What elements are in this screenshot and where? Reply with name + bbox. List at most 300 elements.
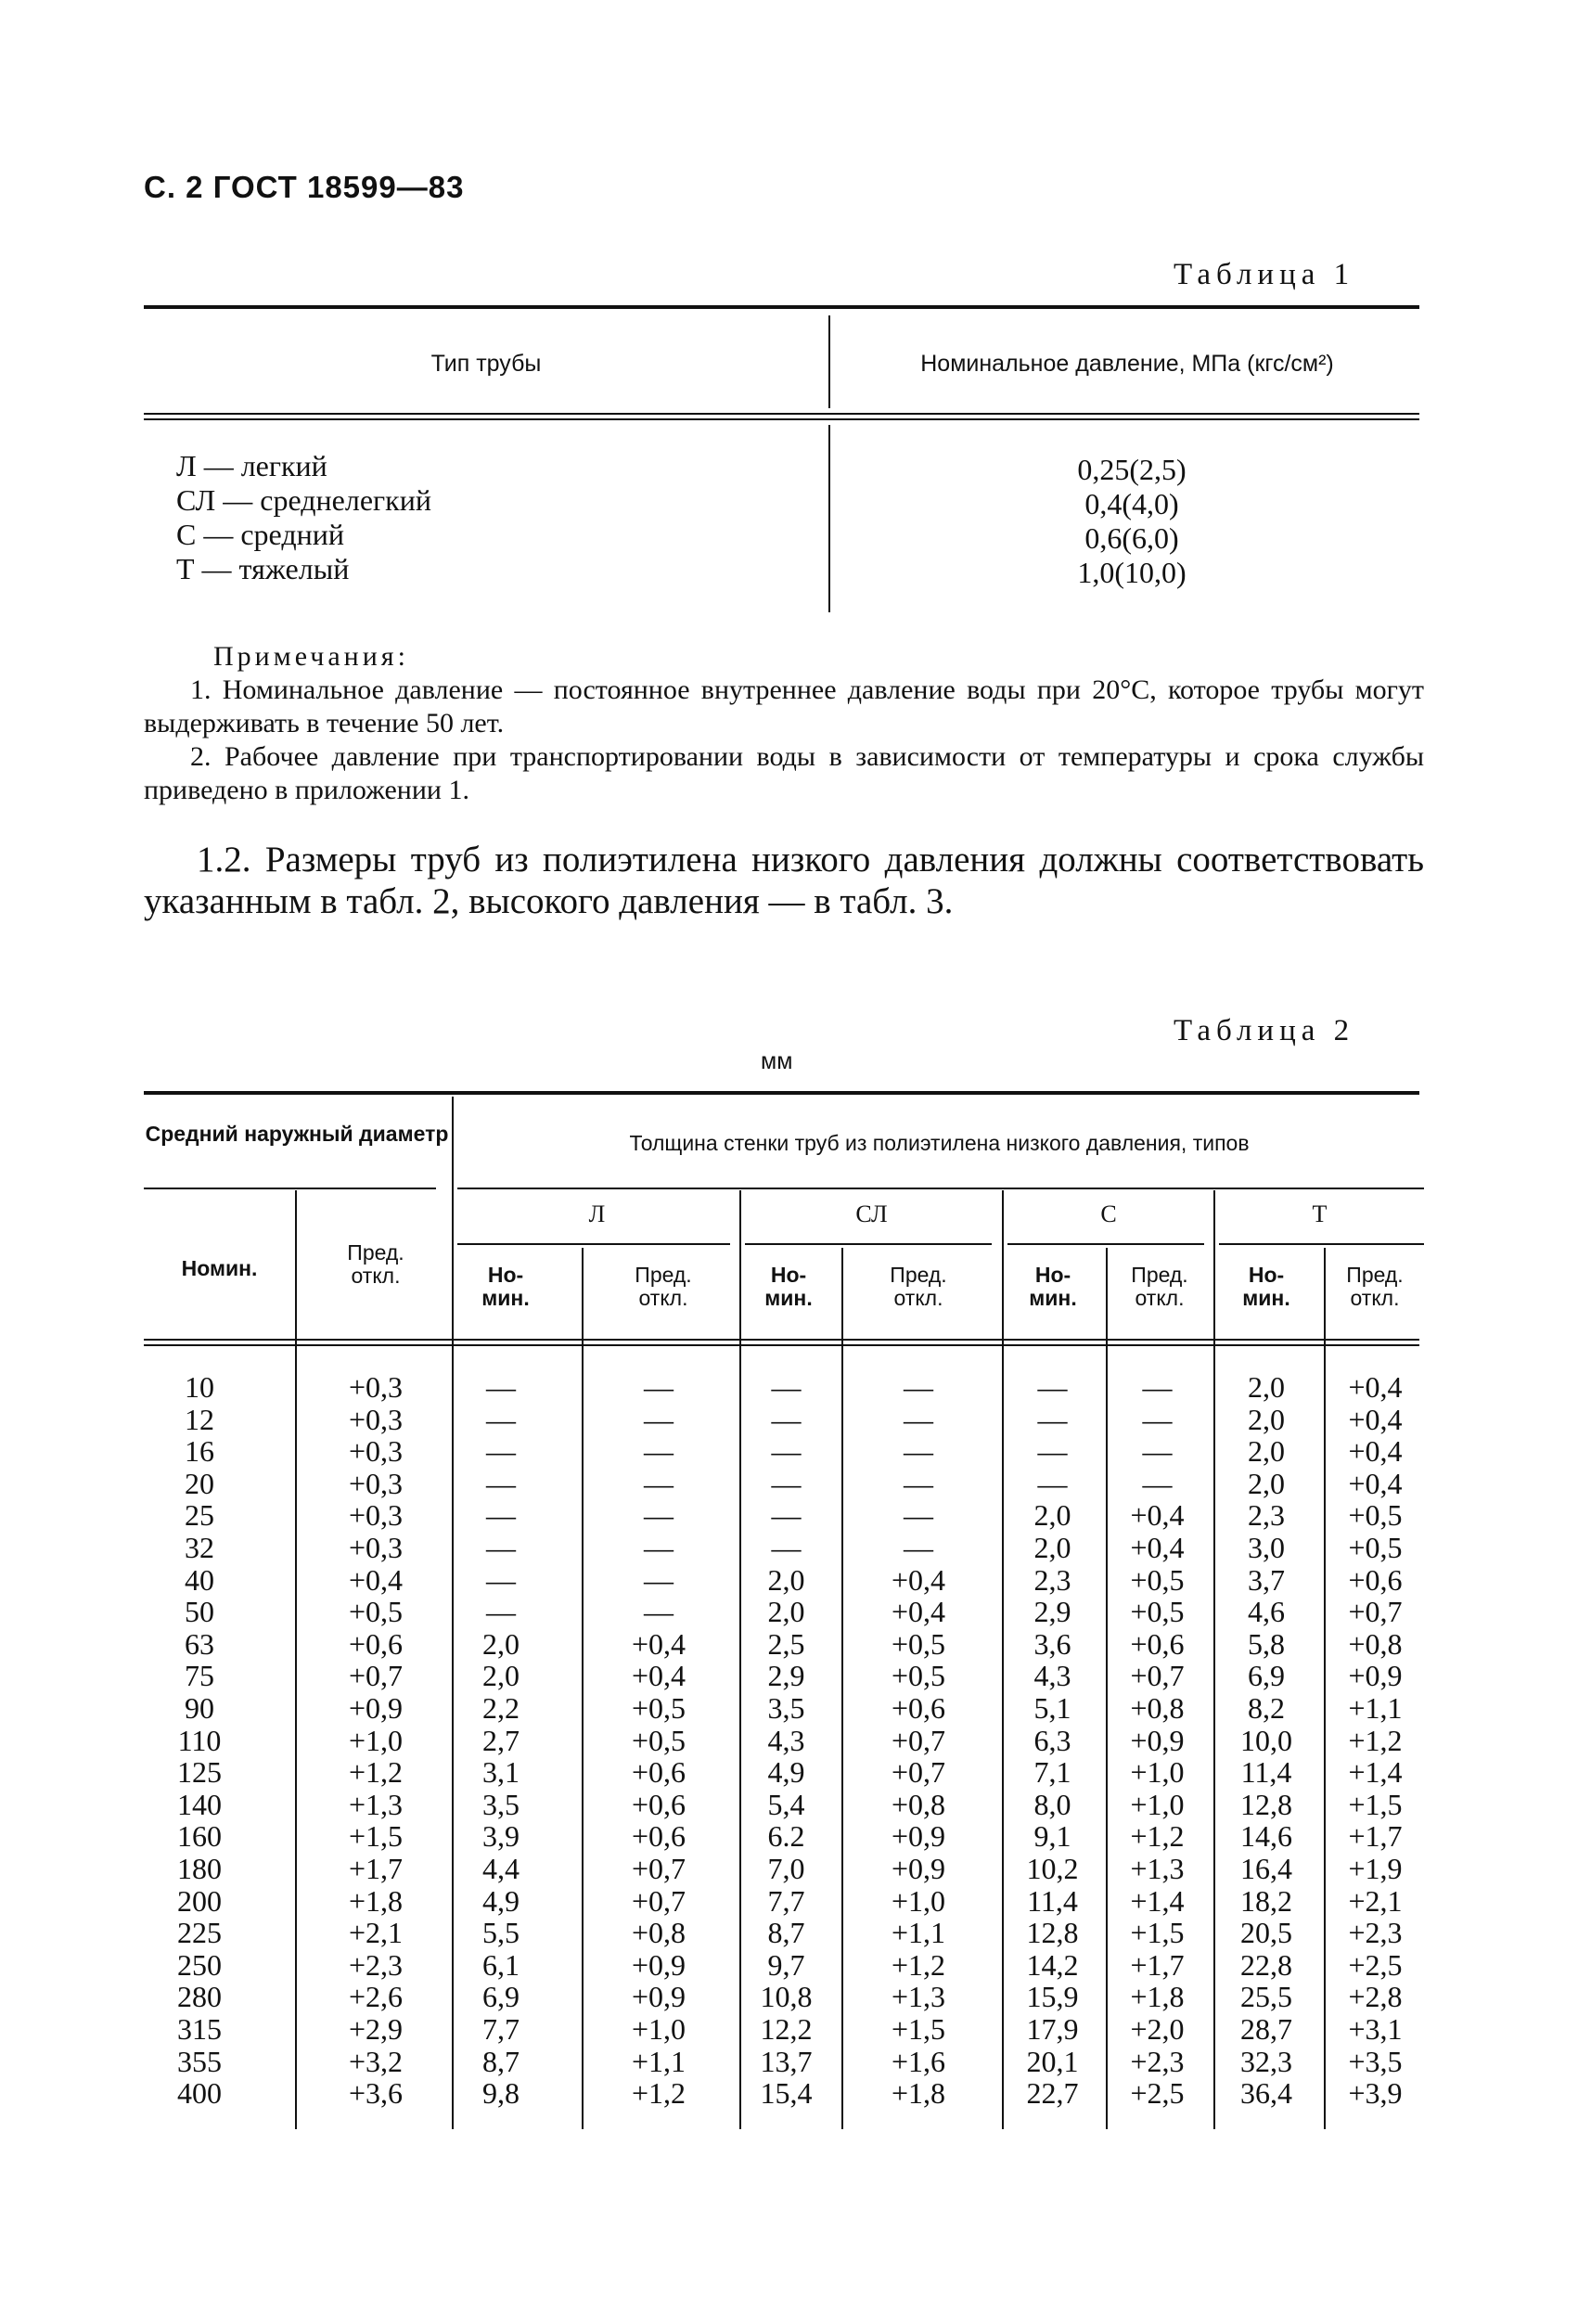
table-cell: — [486, 1531, 516, 1564]
table-row [144, 2077, 1424, 2110]
table-cell: +2,1 [348, 1916, 404, 1950]
table-cell: +1,3 [891, 1980, 946, 2014]
table-cell: +2,6 [348, 1980, 404, 2014]
table1-body-divider [828, 425, 830, 612]
table-cell: — [904, 1402, 933, 1436]
table-cell: 12,8 [1026, 1916, 1079, 1950]
table-cell: +0,6 [891, 1691, 946, 1725]
table-cell: +0,5 [348, 1595, 404, 1629]
table-cell: +1,6 [891, 2044, 946, 2078]
table-cell: 2,0 [767, 1562, 805, 1597]
table-cell: +0,6 [631, 1755, 686, 1790]
note-item: 2. Рабочее давление при транспортировании воды в зависимости от температуры и срока службы приведено в приложении 1. [144, 741, 1424, 805]
table-cell: — [486, 1595, 516, 1629]
paragraph-1-2 [144, 839, 1424, 922]
table-cell: 14,6 [1240, 1819, 1292, 1854]
table-cell: +1,8 [348, 1883, 404, 1918]
table2-subheader-nomin: Но- мин. [764, 1263, 813, 1310]
table-cell: — [771, 1531, 802, 1564]
table-row [144, 1435, 1424, 1468]
table-cell: 2,0 [1248, 1466, 1285, 1500]
table-cell: 25,5 [1240, 1980, 1292, 2014]
table1-pressure-cell: 0,25(2,5) [1077, 453, 1187, 486]
table-cell: 9,8 [482, 2076, 520, 2111]
table-cell: +1,7 [1348, 1819, 1403, 1854]
table-row [144, 1885, 1424, 1918]
table-cell: +1,8 [1130, 1980, 1185, 2014]
table2-subheader-pred: Пред. откл. [635, 1263, 692, 1310]
table-cell: +2,3 [348, 1947, 404, 1982]
table-cell: +0,4 [1130, 1531, 1185, 1564]
note-item: 1. Номинальное давление — постоянное внутреннее давление воды при 20°С, которое трубы могут выдерживать в течение 50 лет. [144, 674, 1424, 738]
table2-header-rule [745, 1243, 992, 1245]
table-row [144, 1532, 1424, 1564]
table1-header-rule-1 [144, 413, 1419, 415]
table2-top-rule [144, 1091, 1419, 1095]
table-cell: +2,9 [348, 2012, 404, 2046]
table-cell: +0,6 [1348, 1562, 1403, 1597]
table-cell: 13,7 [760, 2044, 813, 2078]
table-cell: +1,5 [348, 1819, 404, 1854]
table-cell: +0,4 [631, 1659, 686, 1693]
table-cell: — [1142, 1434, 1173, 1469]
table-cell: 2,0 [767, 1595, 805, 1629]
table-cell: 12,8 [1240, 1787, 1292, 1821]
table-cell: +1,1 [891, 1916, 946, 1950]
table-cell: — [644, 1466, 674, 1500]
table-cell: 315 [177, 2012, 222, 2046]
table-cell: +0,7 [631, 1852, 686, 1885]
table-cell: +1,2 [631, 2076, 686, 2111]
table-cell: +2,8 [1348, 1980, 1403, 2014]
table-cell: 225 [177, 1916, 222, 1950]
table-cell: 2,9 [1033, 1595, 1071, 1629]
table2-header-bottom-rule-1 [144, 1339, 1419, 1341]
table-cell: +0,8 [1130, 1691, 1185, 1725]
table-cell: — [486, 1466, 516, 1500]
table-cell: 2,9 [767, 1659, 805, 1693]
table-cell: +2,3 [1130, 2044, 1185, 2078]
table-cell: +0,4 [891, 1562, 946, 1597]
table1-type-cell: СЛ — среднелегкий [176, 483, 431, 517]
table-cell: 6,9 [1248, 1659, 1285, 1693]
table2-subheader-nomin: Но- мин. [1029, 1263, 1077, 1310]
table-cell: +1,2 [348, 1755, 404, 1790]
table2-subheader-pred: Пред. откл. [890, 1263, 947, 1310]
table-cell: 2,0 [1033, 1498, 1071, 1533]
table-cell: 6,1 [482, 1947, 520, 1982]
table-cell: +2,5 [1130, 2076, 1185, 2111]
table-cell: +0,9 [891, 1852, 946, 1885]
table-cell: +0,5 [1130, 1595, 1185, 1629]
table-cell: — [771, 1498, 802, 1533]
table-cell: 63 [185, 1626, 214, 1661]
table-cell: 4,9 [767, 1755, 805, 1790]
table-cell: +0,4 [1348, 1402, 1403, 1436]
table-cell: — [904, 1531, 933, 1564]
table2-type-label: С [1100, 1201, 1117, 1227]
table-row [144, 1917, 1424, 1949]
table-cell: 8,7 [482, 2044, 520, 2078]
table-cell: +2,5 [1348, 1947, 1403, 1982]
table-cell: +3,9 [1348, 2076, 1403, 2111]
table-cell: 3,6 [1033, 1626, 1071, 1661]
table-row [144, 1499, 1424, 1532]
table-cell: +3,6 [348, 2076, 404, 2111]
table-row [144, 1564, 1424, 1597]
table-cell: 6.2 [767, 1819, 805, 1854]
table-cell: 10 [185, 1370, 214, 1404]
table-cell: — [771, 1402, 802, 1436]
table-cell: 14,2 [1026, 1947, 1079, 1982]
table-cell: +0,4 [1348, 1466, 1403, 1500]
table2-header-pred: Пред. откл. [347, 1240, 404, 1288]
table-cell: 9,1 [1033, 1819, 1071, 1854]
table-cell: 15,9 [1026, 1980, 1079, 2014]
table1-pressure-cell: 0,6(6,0) [1084, 521, 1179, 555]
table-row [144, 1692, 1424, 1725]
table-row [144, 1371, 1424, 1404]
table-cell: +0,8 [631, 1916, 686, 1950]
table-cell: +1,0 [348, 1723, 404, 1757]
table-cell: 180 [177, 1852, 222, 1885]
table-cell: +1,2 [1348, 1723, 1403, 1757]
table-cell: 125 [177, 1755, 222, 1790]
table-cell: 75 [185, 1659, 214, 1693]
table-cell: +1,8 [891, 2076, 946, 2111]
table-cell: +0,9 [1348, 1659, 1403, 1693]
table-cell: 5,5 [482, 1916, 520, 1950]
table-cell: +0,3 [348, 1498, 404, 1533]
table-cell: — [486, 1498, 516, 1533]
table-cell: — [486, 1434, 516, 1469]
table-cell: +0,5 [1348, 1531, 1403, 1564]
table-cell: +2,1 [1348, 1883, 1403, 1918]
table-cell: +0,7 [891, 1755, 946, 1790]
table-cell: 5,1 [1033, 1691, 1071, 1725]
table-cell: 9,7 [767, 1947, 805, 1982]
table-cell: — [644, 1562, 674, 1597]
table-cell: +1,0 [1130, 1787, 1185, 1821]
table-cell: 12,2 [760, 2012, 813, 2046]
table-row [144, 1756, 1424, 1789]
table-cell: 32,3 [1240, 2044, 1292, 2078]
table-cell: 7,1 [1033, 1755, 1071, 1790]
table-cell: — [904, 1498, 933, 1533]
table-cell: 4,3 [1033, 1659, 1071, 1693]
table-cell: 17,9 [1026, 2012, 1079, 2046]
table-cell: 4,6 [1248, 1595, 1285, 1629]
table-row [144, 1596, 1424, 1628]
table-cell: +1,7 [348, 1852, 404, 1885]
table-cell: — [771, 1466, 802, 1500]
table1-type-cell: Т — тяжелый [176, 552, 350, 585]
table-cell: +1,1 [1348, 1691, 1403, 1725]
table-cell: 7,0 [767, 1852, 805, 1885]
table-cell: +0,7 [348, 1659, 404, 1693]
table-cell: — [904, 1434, 933, 1469]
table-cell: +0,6 [1130, 1626, 1185, 1661]
table2-subheader-nomin: Но- мин. [481, 1263, 530, 1310]
table2-unit: мм [761, 1048, 793, 1074]
table-cell: 7,7 [767, 1883, 805, 1918]
table-cell: +0,4 [1130, 1498, 1185, 1533]
table-cell: 140 [177, 1787, 222, 1821]
table1-type-cell: Л — легкий [176, 449, 327, 482]
table-cell: 2,0 [482, 1626, 520, 1661]
table-cell: +3,5 [1348, 2044, 1403, 2078]
table-cell: 11,4 [1240, 1755, 1292, 1790]
table-row [144, 1949, 1424, 1982]
table-cell: 2,5 [767, 1626, 805, 1661]
table-cell: +1,0 [891, 1883, 946, 1918]
table-cell: +1,4 [1130, 1883, 1185, 1918]
table-cell: — [1037, 1402, 1068, 1436]
paragraph-text: 1.2. Размеры труб из полиэтилена низкого давления должны соответствовать указанным в табл. 2, высокого давления — в табл. 3. [144, 840, 1424, 921]
table-cell: — [644, 1434, 674, 1469]
table-cell: 4,9 [482, 1883, 520, 1918]
table-row [144, 1981, 1424, 2013]
table-cell: +1,5 [891, 2012, 946, 2046]
table-cell: 28,7 [1240, 2012, 1292, 2046]
table-cell: 355 [177, 2044, 222, 2078]
table-cell: +0,5 [631, 1691, 686, 1725]
table-cell: — [486, 1370, 516, 1404]
table-cell: — [1037, 1466, 1068, 1500]
table-cell: 36,4 [1240, 2076, 1292, 2111]
table-cell: +0,3 [348, 1370, 404, 1404]
table-cell: 22,8 [1240, 1947, 1292, 1982]
table-cell: 22,7 [1026, 2076, 1079, 2111]
table-row [144, 2046, 1424, 2078]
table-cell: — [771, 1434, 802, 1469]
table2-header-nomin: Номин. [181, 1256, 258, 1280]
table2-header-diameter: Средний наружный диаметр [145, 1122, 449, 1146]
table-cell: — [644, 1498, 674, 1533]
table1-pressure-cell: 0,4(4,0) [1084, 487, 1179, 520]
table-cell: +0,7 [1348, 1595, 1403, 1629]
table-cell: 2,7 [482, 1723, 520, 1757]
table-cell: 5,4 [767, 1787, 805, 1821]
table-cell: +1,7 [1130, 1947, 1185, 1982]
table-cell: +1,0 [1130, 1755, 1185, 1790]
table2-header-rule [144, 1188, 436, 1189]
table2-header-rule [1219, 1243, 1424, 1245]
table-cell: 16 [185, 1434, 214, 1469]
table-cell: +1,2 [891, 1947, 946, 1982]
table-cell: +0,4 [348, 1562, 404, 1597]
table-cell: 3,9 [482, 1819, 520, 1854]
table2-subheader-nomin: Но- мин. [1242, 1263, 1290, 1310]
table2-caption: Таблица 2 [1174, 1014, 1355, 1047]
table-cell: +0,5 [891, 1626, 946, 1661]
table-cell: +1,0 [631, 2012, 686, 2046]
table-cell: +1,4 [1348, 1755, 1403, 1790]
table-cell: +0,4 [1348, 1434, 1403, 1469]
table-cell: +0,7 [631, 1883, 686, 1918]
table-cell: 20,1 [1026, 2044, 1079, 2078]
table-row [144, 1468, 1424, 1500]
table1-pressure-cell: 1,0(10,0) [1077, 556, 1187, 589]
table-cell: 2,0 [1248, 1402, 1285, 1436]
table-cell: +0,3 [348, 1531, 404, 1564]
table-cell: +0,6 [631, 1819, 686, 1854]
table-cell: +1,1 [631, 2044, 686, 2078]
table-cell: +0,8 [891, 1787, 946, 1821]
table-cell: +0,5 [631, 1723, 686, 1757]
table-cell: 5,8 [1248, 1626, 1285, 1661]
table-cell: 20,5 [1240, 1916, 1292, 1950]
table2-header-bottom-rule-2 [144, 1344, 1419, 1346]
table-cell: 32 [185, 1531, 214, 1564]
table-cell: 2,0 [1033, 1531, 1071, 1564]
table-cell: 18,2 [1240, 1883, 1292, 1918]
table-cell: +0,9 [631, 1980, 686, 2014]
table-row [144, 1789, 1424, 1821]
table-cell: 16,4 [1240, 1852, 1292, 1885]
table-cell: +0,6 [631, 1787, 686, 1821]
table-cell: 25 [185, 1498, 214, 1533]
table-cell: — [1142, 1466, 1173, 1500]
table-cell: +0,7 [891, 1723, 946, 1757]
table-cell: 250 [177, 1947, 222, 1982]
table-cell: +2,0 [1130, 2012, 1185, 2046]
table2-subheader-pred: Пред. откл. [1346, 1263, 1404, 1310]
table-cell: 200 [177, 1883, 222, 1918]
table-cell: 12 [185, 1402, 214, 1436]
table-cell: — [1037, 1370, 1068, 1404]
table-cell: 7,7 [482, 2012, 520, 2046]
table-cell: +0,8 [1348, 1626, 1403, 1661]
table1-header-rule-2 [144, 418, 1419, 420]
table-cell: — [486, 1562, 516, 1597]
table-row [144, 1820, 1424, 1853]
table-cell: 11,4 [1027, 1883, 1078, 1918]
table1-top-rule [144, 305, 1419, 309]
table-cell: 3,5 [767, 1691, 805, 1725]
table-cell: — [771, 1370, 802, 1404]
table1-header-pressure: Номинальное давление, МПа (кгс/см²) [920, 351, 1334, 377]
table-cell: +0,4 [891, 1595, 946, 1629]
table-cell: 4,4 [482, 1852, 520, 1885]
table-cell: +2,3 [1348, 1916, 1403, 1950]
table-cell: +0,9 [631, 1947, 686, 1982]
table-cell: 20 [185, 1466, 214, 1500]
table-row [144, 1853, 1424, 1885]
table-cell: — [644, 1595, 674, 1629]
table-cell: 2,3 [1033, 1562, 1071, 1597]
table-cell: +0,9 [348, 1691, 404, 1725]
notes-block [144, 640, 1424, 807]
table-row [144, 2013, 1424, 2046]
table-cell: +3,2 [348, 2044, 404, 2078]
table-cell: — [1142, 1402, 1173, 1436]
table-cell: +1,9 [1348, 1852, 1403, 1885]
table-row [144, 1725, 1424, 1757]
table1-caption: Таблица 1 [1174, 258, 1355, 291]
table-cell: +1,2 [1130, 1819, 1185, 1854]
table1-pressure-column [1030, 453, 1234, 590]
table-cell: 10,2 [1026, 1852, 1079, 1885]
table-cell: +0,5 [891, 1659, 946, 1693]
notes-title: Примечания: [213, 641, 409, 672]
table-cell: +0,3 [348, 1466, 404, 1500]
table2-type-label: Л [588, 1201, 606, 1227]
table2-type-label: Т [1312, 1201, 1328, 1227]
table-cell: +0,9 [1130, 1723, 1185, 1757]
table-cell: 3,1 [482, 1755, 520, 1790]
table-cell: — [644, 1531, 674, 1564]
table1-type-cell: С — средний [176, 518, 344, 551]
table-cell: 10,0 [1240, 1723, 1292, 1757]
table-cell: 6,9 [482, 1980, 520, 2014]
table-cell: 2,0 [482, 1659, 520, 1693]
table-cell: +0,9 [891, 1819, 946, 1854]
table-cell: 8,0 [1033, 1787, 1071, 1821]
table-cell: +0,6 [348, 1626, 404, 1661]
table-cell: +0,5 [1348, 1498, 1403, 1533]
table-cell: 3,0 [1248, 1531, 1285, 1564]
table-cell: 6,3 [1033, 1723, 1071, 1757]
table-cell: 40 [185, 1562, 214, 1597]
page-header: С. 2 ГОСТ 18599—83 [144, 170, 465, 204]
table-cell: 2,0 [1248, 1370, 1285, 1404]
table2-header-rule [1007, 1243, 1204, 1245]
table-cell: 15,4 [760, 2076, 813, 2111]
table-cell: +1,3 [348, 1787, 404, 1821]
table-cell: 400 [177, 2076, 222, 2111]
table2-header-rule [457, 1188, 1424, 1189]
table1-type-column [176, 449, 431, 586]
table-row [144, 1628, 1424, 1661]
table-cell: — [1037, 1434, 1068, 1469]
table-cell: +0,5 [1130, 1562, 1185, 1597]
table-cell: 2,2 [482, 1691, 520, 1725]
table-cell: 50 [185, 1595, 214, 1629]
table-cell: +0,3 [348, 1434, 404, 1469]
table-cell: 160 [177, 1819, 222, 1854]
table-cell: 3,5 [482, 1787, 520, 1821]
table-cell: +0,4 [1348, 1370, 1403, 1404]
table-row [144, 1660, 1424, 1692]
table-cell: — [1142, 1370, 1173, 1404]
table-cell: 3,7 [1248, 1562, 1285, 1597]
table-cell: — [486, 1402, 516, 1436]
table-cell: — [644, 1370, 674, 1404]
table2-subheader-pred: Пред. откл. [1131, 1263, 1188, 1310]
table-cell: 110 [177, 1723, 222, 1757]
table-cell: 280 [177, 1980, 222, 2014]
table-cell: — [644, 1402, 674, 1436]
table-row [144, 1404, 1424, 1436]
table-cell: 4,3 [767, 1723, 805, 1757]
table-cell: +0,3 [348, 1402, 404, 1436]
table1-header-type: Тип трубы [430, 351, 542, 377]
table-cell: 8,7 [767, 1916, 805, 1950]
table-cell: 90 [185, 1691, 214, 1725]
table-cell: +0,7 [1130, 1659, 1185, 1693]
table-cell: 8,2 [1248, 1691, 1285, 1725]
table-cell: +1,5 [1348, 1787, 1403, 1821]
table-cell: +3,1 [1348, 2012, 1403, 2046]
table2-header-thickness: Толщина стенки труб из полиэтилена низкого давления, типов [629, 1131, 1250, 1155]
table-cell: 2,3 [1248, 1498, 1285, 1533]
table-cell: +1,3 [1130, 1852, 1185, 1885]
table-cell: +0,4 [631, 1626, 686, 1661]
table-cell: 10,8 [760, 1980, 813, 2014]
table-cell: — [904, 1370, 933, 1404]
table-cell: — [904, 1466, 933, 1500]
